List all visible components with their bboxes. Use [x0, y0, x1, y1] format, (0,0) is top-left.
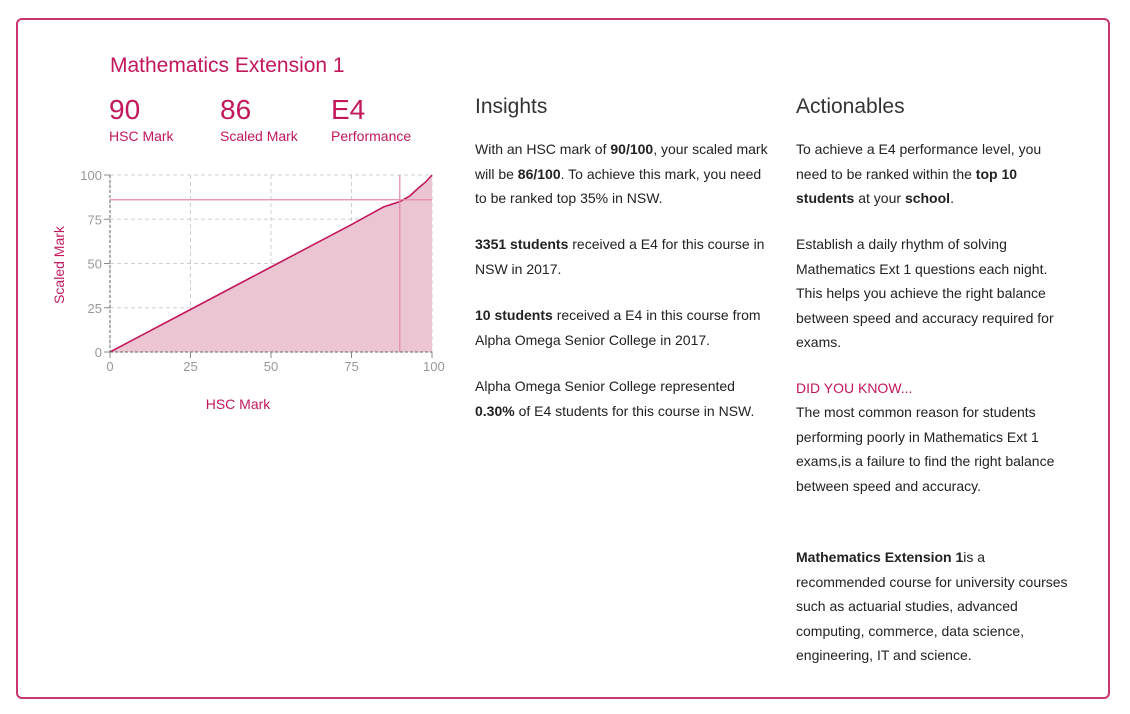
y-tick-label: 100	[80, 168, 102, 183]
stat-value: E4	[331, 94, 366, 125]
course-title: Mathematics Extension 1	[110, 54, 345, 77]
x-tick-label: 25	[183, 359, 198, 374]
x-tick-label: 100	[423, 359, 445, 374]
y-tick-label: 25	[87, 300, 102, 316]
did-you-know-text: The most common reason for students performing poorly in Mathematics Ext 1 exams,is a failure to find the right balance between speed and accuracy.	[796, 404, 1055, 494]
insight-school-count: 10 students received a E4 in this course from Alpha Omega Senior College in 2017.	[475, 307, 761, 348]
x-tick-label: 75	[344, 359, 359, 374]
stat-performance	[331, 94, 411, 144]
course-recommendation: Mathematics Extension 1is a recommended course for university courses such as actuarial studies, advanced computing, commerce, data science, engineering, IT and science.	[796, 549, 1068, 663]
actionables-heading: Actionables	[796, 95, 905, 118]
scaling-chart	[40, 160, 450, 420]
insights-heading: Insights	[475, 95, 548, 118]
x-axis-title: HSC Mark	[205, 396, 271, 412]
stat-scaled-mark	[220, 94, 298, 144]
actionable-daily-rhythm: Establish a daily rhythm of solving Mathematics Ext 1 questions each night. This helps you achieve the right balance between speed and accuracy required for exams.	[796, 236, 1054, 350]
did-you-know-label: DID YOU KNOW...	[796, 380, 913, 396]
insight-scaled-mark: With an HSC mark of 90/100, your scaled mark will be 86/100. To achieve this mark, you need to be ranked top 35% in NSW.	[475, 141, 768, 206]
stat-hsc-mark	[109, 94, 174, 144]
y-tick-label: 50	[87, 256, 102, 272]
stat-value: 86	[220, 94, 252, 125]
actionable-rank: To achieve a E4 performance level, you need to be ranked within the top 10 students at your school.	[796, 141, 1042, 206]
x-tick-label: 0	[106, 359, 114, 374]
stat-label: HSC Mark	[109, 128, 174, 144]
stat-label: Scaled Mark	[220, 128, 298, 144]
insight-school-share: Alpha Omega Senior College represented 0.30% of E4 students for this course in NSW.	[475, 378, 755, 419]
insight-nsw-count: 3351 students received a E4 for this course in NSW in 2017.	[475, 236, 765, 277]
x-tick-label: 50	[263, 359, 279, 374]
y-tick-label: 0	[94, 345, 102, 360]
y-tick-label: 75	[87, 212, 102, 228]
stat-label: Performance	[331, 128, 412, 144]
y-axis-title: Scaled Mark	[51, 226, 67, 304]
stat-value: 90	[109, 94, 141, 125]
